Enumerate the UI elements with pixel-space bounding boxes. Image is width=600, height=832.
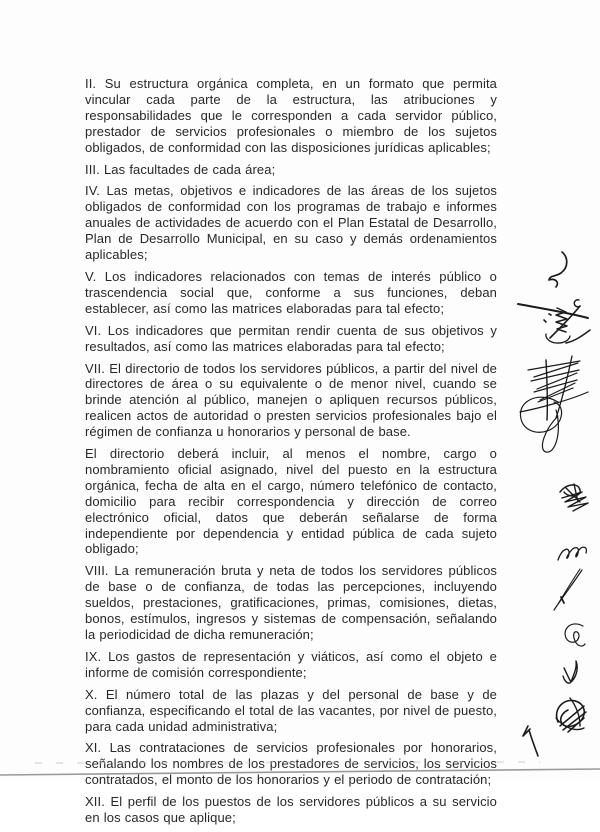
dense-scribble-icon (560, 484, 588, 511)
paragraph-vii: VII. El directorio de todos los servidores públicos, a partir del nivel de directores de área o su equivalente o de menor nivel, cuando se brinde atención al público, manejen o apliquen recursos públicos, realicen actos de autoridad o presten servicios profesionales bajo el régimen de confianza u honorarios y personal de base. (85, 360, 497, 440)
paragraph-ii: II. Su estructura orgánica completa, en un formato que permita vincular cada parte de la estructura, las atribuciones y responsabilidades que le corresponden a cada servidor público, prestador de servicios profesionales o miembro de los sujetos obligados, de conformidad con las disposiciones jurídicas aplicables; (85, 76, 497, 155)
paragraph-x: X. El número total de las plazas y del personal de base y de confianza, especificando el total de las vacantes, por nivel de puesto, para cada unidad administrativa; (85, 686, 497, 734)
looped-scribble-signature-icon (520, 356, 588, 452)
paragraph-ix: IX. Los gastos de representación y viáticos, así como el objeto e informe de comisión correspondiente; (85, 648, 497, 680)
slash-stroke-icon (554, 569, 582, 610)
paragraph-vi: VI. Los indicadores que permitan rendir cuenta de sus objetivos y resultados, así como las matrices elaboradas para tal efecto; (85, 322, 497, 354)
scan-noise-dashes (35, 762, 540, 763)
cursive-loop-icon (565, 624, 585, 646)
paragraph-viii: VIII. La remuneración bruta y neta de todos los servidores públicos de base o de confianza, de todas las percepciones, incluyendo sueldos, prestaciones, gratificaciones, primas, comisiones, dietas, bonos, estímulos, ingresos y sistemas de compensación, señalando la periodicidad de dicha remuneración; (85, 563, 497, 642)
check-curl-icon (563, 661, 577, 683)
page-edge-line (0, 769, 600, 775)
page-bottom-edge (0, 758, 600, 781)
paragraph-directorio: El directorio deberá incluir, al menos el nombre, cargo o nombramiento oficial asignado, nivel del puesto en la estructura orgánica, fecha de alta en el cargo, número telefónico de contacto, domicilio para recibir correspondencia y dirección de correo electrónico oficial, datos que deberán señalarse de forma independiente por dependencia y entidad pública de cada sujeto obligado; (85, 446, 497, 557)
arrow-tick-icon (523, 726, 538, 756)
paragraph-iii: III. Las facultades de cada área; (85, 161, 276, 177)
dense-scribble-2-icon (556, 698, 586, 732)
paragraph-v: V. Los indicadores relacionados con temas de interés público o trascendencia social que, conforme a sus funciones, deban establecer, así como las matrices elaboradas para tal efecto; (85, 268, 497, 316)
signature-marks (500, 240, 600, 781)
wave-loops-icon (558, 547, 586, 560)
crossed-rubric-signature-icon (518, 300, 590, 343)
paragraph-iv: IV. Las metas, objetivos e indicadores de las áreas de los sujetos obligados de conformidad con los programas de trabajo e informes anuales de actividades de acuerdo con el Plan Estatal de Desarrollo, Plan de Desarrollo Municipal, en su caso y demás ordenamientos aplicables; (85, 183, 497, 263)
paragraph-xii: XII. El perfil de los puestos de los servidores públicos a su servicio en los casos que aplique; (85, 794, 497, 826)
paragraph-xi: XI. Las contrataciones de servicios profesionales por honorarios, señalando los nombres de los prestadores de servicios, los servicios contratados, el monto de los honorarios y el periodo de contratación; (85, 740, 497, 788)
document-body (85, 76, 497, 832)
hook-squiggle-icon (549, 252, 567, 287)
